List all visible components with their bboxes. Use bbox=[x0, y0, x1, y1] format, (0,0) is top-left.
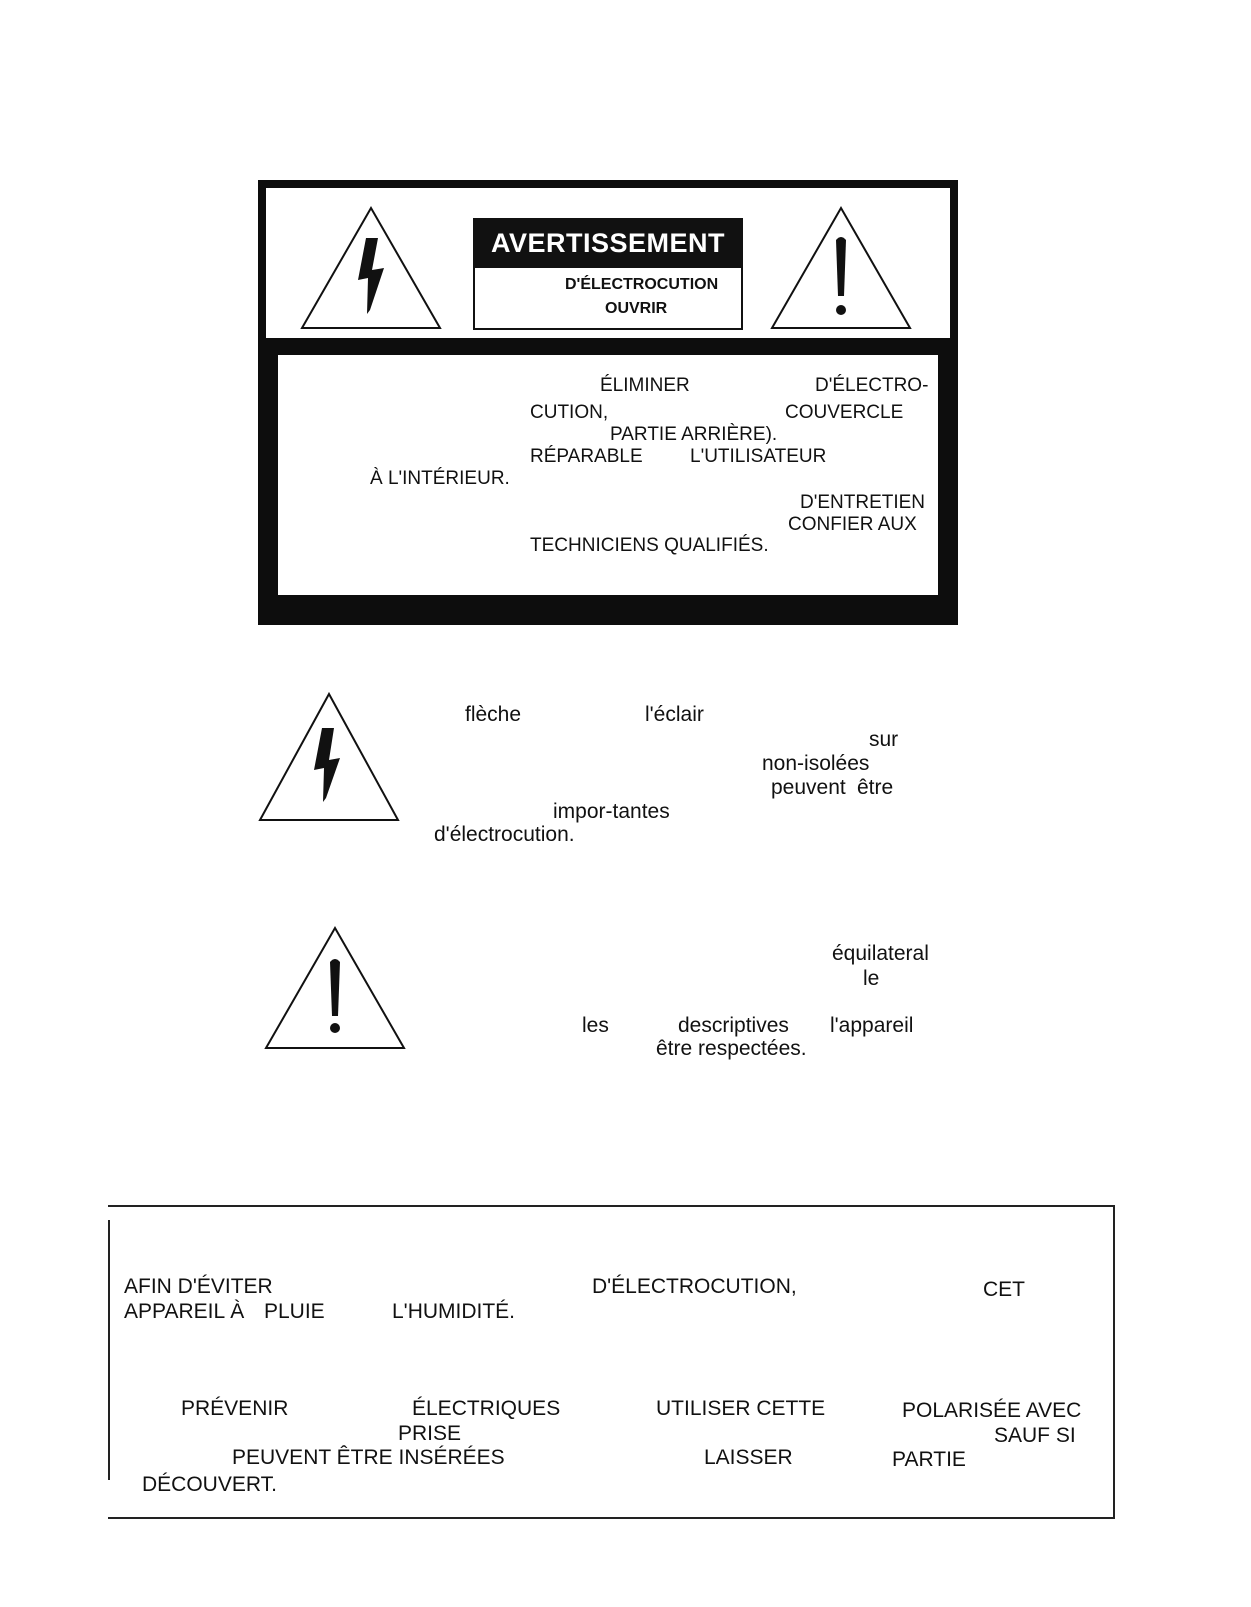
exclamation-note-word: être respectées. bbox=[656, 1037, 807, 1060]
warning-panel-body bbox=[278, 355, 938, 595]
bottom-word: D'ÉLECTROCUTION, bbox=[592, 1275, 797, 1298]
lightning-note-word: flèche bbox=[465, 703, 522, 726]
panel-word: TECHNICIENS QUALIFIÉS. bbox=[530, 535, 769, 556]
panel-word: CUTION, bbox=[530, 402, 609, 423]
bottom-word: ÉLECTRIQUES bbox=[412, 1397, 561, 1420]
bottom-word: CET bbox=[983, 1278, 1025, 1301]
bottom-word: UTILISER CETTE bbox=[656, 1397, 826, 1420]
warning-subtitle-box bbox=[473, 268, 743, 330]
lightning-note-word: peuvent bbox=[771, 776, 846, 799]
bottom-word: PRISE bbox=[398, 1422, 462, 1445]
exclamation-triangle-icon bbox=[260, 924, 410, 1054]
lightning-note-word: non-isolées bbox=[762, 752, 870, 775]
panel-word: D'ENTRETIEN bbox=[800, 492, 926, 513]
panel-word: D'ÉLECTRO- bbox=[815, 375, 929, 396]
lightning-note-word: être bbox=[857, 776, 894, 799]
exclamation-note-word: le bbox=[863, 967, 880, 990]
lightning-note-word: l'éclair bbox=[645, 703, 704, 726]
panel-word: CONFIER AUX bbox=[788, 514, 917, 535]
bottom-word: SAUF SI bbox=[994, 1424, 1076, 1447]
exclamation-triangle-icon bbox=[766, 204, 916, 334]
bottom-word: PARTIE bbox=[892, 1448, 966, 1471]
bottom-word: AFIN D'ÉVITER bbox=[124, 1275, 273, 1298]
warning-panel bbox=[258, 180, 958, 625]
bottom-word: APPAREIL À bbox=[124, 1300, 245, 1323]
bottom-word: L'HUMIDITÉ. bbox=[392, 1300, 516, 1323]
panel-word: COUVERCLE bbox=[785, 402, 904, 423]
lightning-triangle-icon bbox=[296, 204, 446, 334]
lightning-note-word: sur bbox=[869, 728, 899, 751]
exclamation-note-word: équilateral bbox=[832, 942, 929, 965]
bottom-word: DÉCOUVERT. bbox=[142, 1473, 277, 1496]
bottom-word: PLUIE bbox=[264, 1300, 325, 1323]
panel-word: L'UTILISATEUR bbox=[690, 446, 827, 467]
lightning-triangle-icon bbox=[254, 690, 404, 825]
warning-title: AVERTISSEMENT bbox=[473, 218, 743, 268]
bottom-word: POLARISÉE AVEC bbox=[902, 1399, 1082, 1422]
panel-word: ÉLIMINER bbox=[600, 375, 690, 396]
warning-panel-header bbox=[266, 188, 950, 338]
bottom-box-left-edge bbox=[108, 1220, 110, 1480]
bottom-word: PEUVENT ÊTRE INSÉRÉES bbox=[232, 1446, 505, 1469]
lightning-note-word: d'électrocution. bbox=[434, 823, 575, 846]
exclamation-note-word: les bbox=[582, 1014, 609, 1037]
warning-subtitle-line1: D'ÉLECTROCUTION bbox=[565, 276, 719, 293]
warning-subtitle-line2: OUVRIR bbox=[605, 300, 668, 317]
exclamation-note-word: l'appareil bbox=[830, 1014, 914, 1037]
bottom-word: PRÉVENIR bbox=[181, 1397, 289, 1420]
panel-word: RÉPARABLE bbox=[530, 446, 643, 467]
panel-word: À L'INTÉRIEUR. bbox=[370, 468, 510, 489]
bottom-word: LAISSER bbox=[704, 1446, 793, 1469]
panel-word: PARTIE ARRIÈRE). bbox=[610, 424, 778, 445]
lightning-note-word: impor-tantes bbox=[553, 800, 670, 823]
exclamation-note-word: descriptives bbox=[678, 1014, 789, 1037]
